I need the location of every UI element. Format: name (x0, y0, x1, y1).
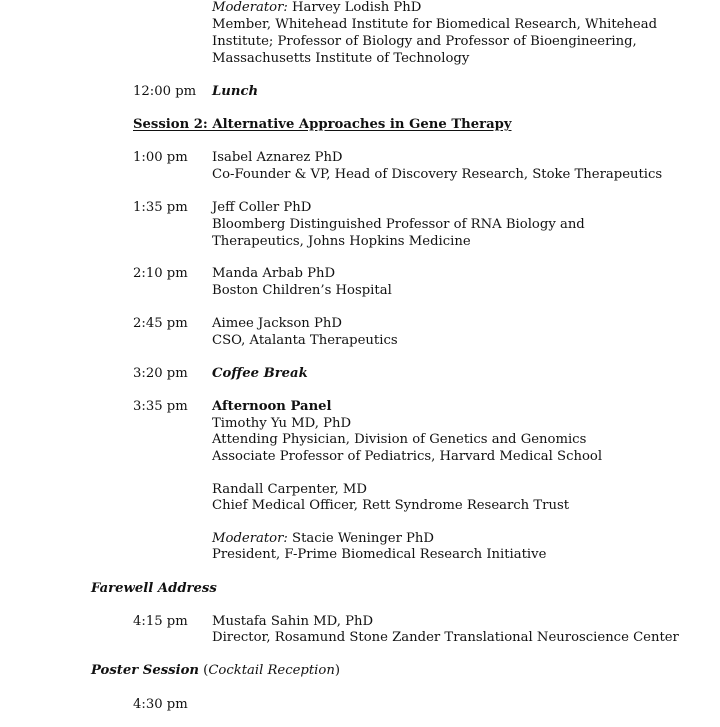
farewell-heading: Farewell Address (91, 581, 217, 596)
session-2-title: Session 2: Alternative Approaches in Gene Therapy (133, 117, 512, 132)
lunch-time: 12:00 pm (133, 84, 197, 99)
lunch-label: Lunch (212, 84, 259, 99)
panel-title: Afternoon Panel (212, 399, 332, 414)
poster-time: 4:30 pm (133, 697, 188, 712)
farewell-time: 4:15 pm (133, 614, 188, 629)
speaker-affiliation: Co-Founder & VP, Head of Discovery Research, Stoke Therapeutics (212, 167, 663, 182)
speaker-affiliation: CSO, Atalanta Therapeutics (212, 333, 398, 348)
panelist-affiliation: Associate Professor of Pediatrics, Harvard Medical School (212, 449, 603, 464)
moderator-label: Moderator: (212, 531, 288, 546)
poster-close-paren: ) (334, 663, 340, 678)
speaker-name: Jeff Coller PhD (212, 200, 312, 215)
talk-time: 2:10 pm (133, 266, 188, 281)
panel-moderator-line (212, 531, 434, 548)
speaker-name: Aimee Jackson PhD (212, 316, 342, 331)
panelist-affiliation: Chief Medical Officer, Rett Syndrome Research Trust (212, 498, 570, 513)
coffee-time: 3:20 pm (133, 366, 188, 381)
moderator-name: Harvey Lodish PhD (287, 0, 422, 15)
farewell-speaker-affiliation: Director, Rosamund Stone Zander Translational Neuroscience Center (212, 630, 679, 645)
poster-heading: Poster Session (91, 663, 199, 678)
poster-open-paren: ( (198, 663, 209, 678)
panel-time: 3:35 pm (133, 399, 188, 414)
moderator-name: Stacie Weninger PhD (287, 531, 434, 546)
moderator-affiliation-line: Member, Whitehead Institute for Biomedical Research, Whitehead (212, 17, 658, 32)
moderator-affiliation-line: Institute; Professor of Biology and Professor of Bioengineering, (212, 34, 637, 49)
moderator-affiliation: President, F-Prime Biomedical Research Initiative (212, 547, 547, 562)
moderator-line-1 (212, 0, 421, 17)
coffee-label: Coffee Break (212, 366, 308, 381)
talk-time: 2:45 pm (133, 316, 188, 331)
poster-heading-line (91, 663, 340, 680)
moderator-label: Moderator: (212, 0, 288, 15)
panelist-name: Timothy Yu MD, PhD (212, 416, 352, 431)
poster-subheading: Cocktail Reception (208, 663, 335, 678)
moderator-affiliation-line: Massachusetts Institute of Technology (212, 51, 470, 66)
farewell-speaker-name: Mustafa Sahin MD, PhD (212, 614, 374, 629)
speaker-affiliation: Bloomberg Distinguished Professor of RNA Biology and (212, 217, 585, 232)
speaker-name: Isabel Aznarez PhD (212, 150, 343, 165)
panelist-affiliation: Attending Physician, Division of Genetics and Genomics (212, 432, 587, 447)
talk-time: 1:35 pm (133, 200, 188, 215)
talk-time: 1:00 pm (133, 150, 188, 165)
speaker-affiliation: Therapeutics, Johns Hopkins Medicine (212, 234, 471, 249)
speaker-affiliation: Boston Children’s Hospital (212, 283, 392, 298)
panelist-name: Randall Carpenter, MD (212, 482, 367, 497)
speaker-name: Manda Arbab PhD (212, 266, 336, 281)
